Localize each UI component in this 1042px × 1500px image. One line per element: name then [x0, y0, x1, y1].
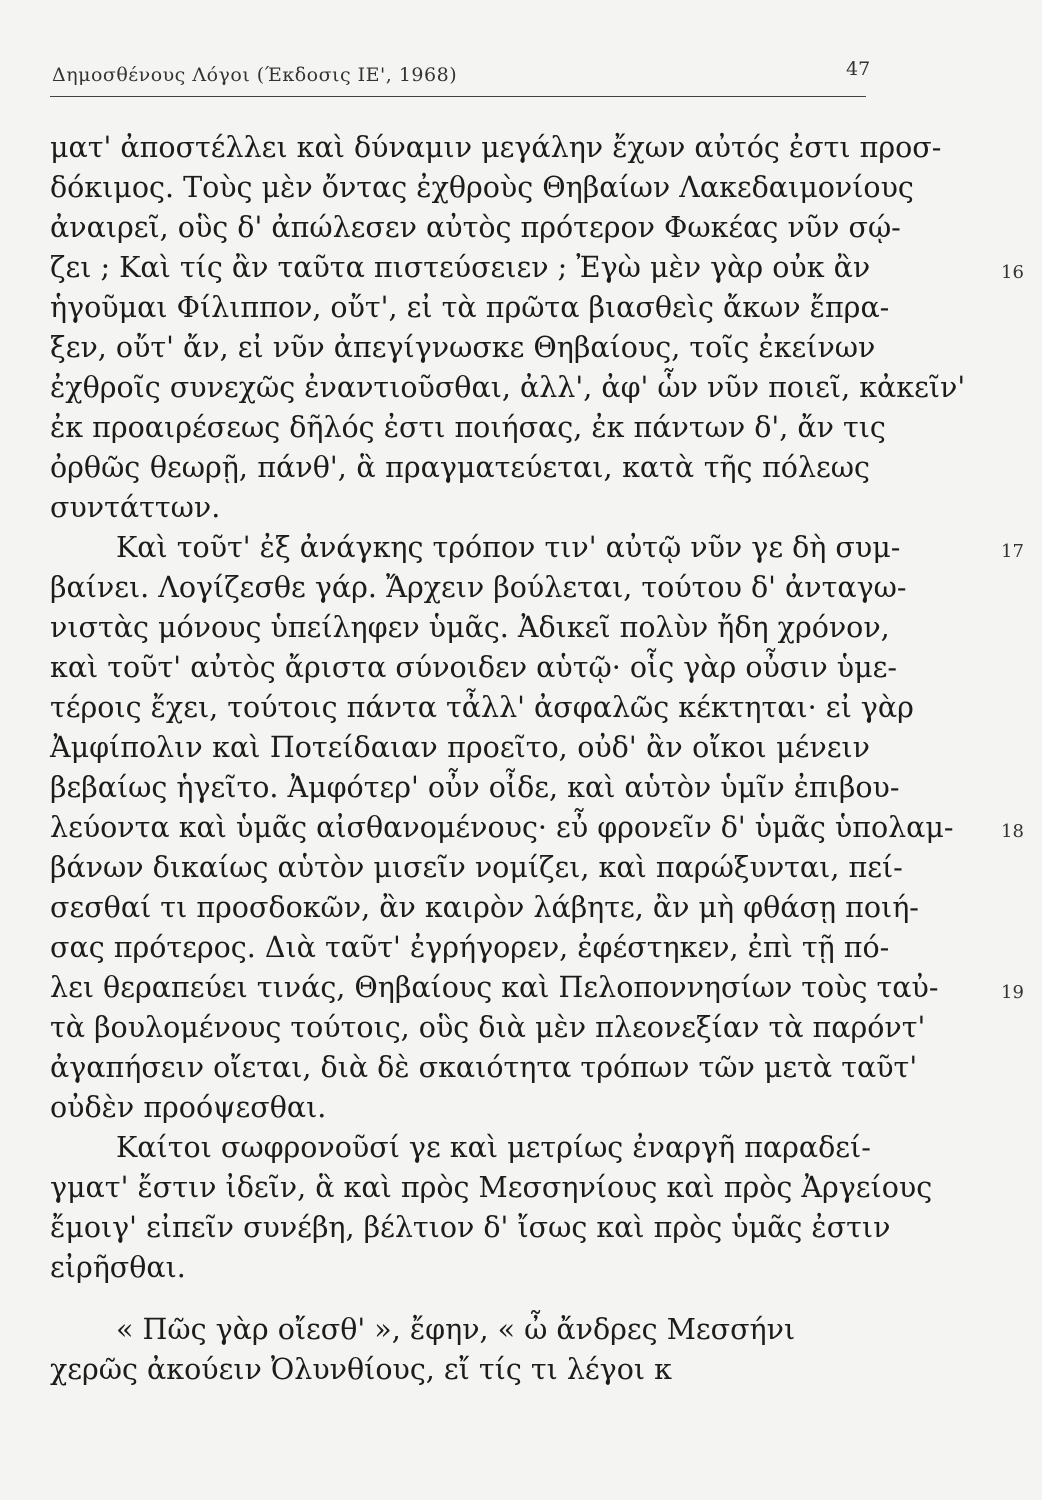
- section-number: 19: [1001, 982, 1024, 1003]
- text-line: οὐδὲν προόψεσθαι.: [50, 1091, 327, 1124]
- text-line: ἔμοιγ' εἰπεῖν συνέβη, βέλτιον δ' ἴσως καὶ πρὸς ὑμᾶς ἐστιν: [50, 1211, 891, 1244]
- text-line: ἀναιρεῖ, οὓς δ' ἀπώλεσεν αὐτὸς πρότερον Φωκέας νῦν σῴ-: [50, 211, 901, 244]
- text-line: « Πῶς γὰρ οἴεσθ' », ἔφην, « ὦ ἄνδρες Μεσσήνι: [116, 1313, 796, 1346]
- text-line: τέροις ἔχει, τούτοις πάντα τἆλλ' ἀσφαλῶς κέκτηται· εἰ γὰρ: [50, 691, 914, 724]
- section-number: 17: [1001, 541, 1024, 562]
- page-number: 47: [846, 58, 871, 80]
- text-line: βεβαίως ἡγεῖτο. Ἀμφότερ' οὖν οἶδε, καὶ αὑτὸν ὑμῖν ἐπιβου-: [50, 771, 900, 804]
- text-line: Ἀμφίπολιν καὶ Ποτείδαιαν προεῖτο, οὐδ' ἂν οἴκοι μένειν: [50, 731, 870, 764]
- running-header: Δημοσθένους Λόγοι (Έκδοσις ΙΕ', 1968): [52, 64, 458, 86]
- text-line: λεύοντα καὶ ὑμᾶς αἰσθανομένους· εὖ φρονεῖν δ' ὑμᾶς ὑπολαμ-: [50, 811, 954, 844]
- text-line: σας πρότερος. Διὰ ταῦτ' ἐγρήγορεν, ἐφέστηκεν, ἐπὶ τῇ πό-: [50, 931, 890, 964]
- text-line: γματ' ἔστιν ἰδεῖν, ἃ καὶ πρὸς Μεσσηνίους καὶ πρὸς Ἀργείους: [50, 1171, 933, 1204]
- text-line: ἐχθροῖς συνεχῶς ἐναντιοῦσθαι, ἀλλ', ἀφ' ὧν νῦν ποιεῖ, κἀκεῖν': [50, 371, 966, 404]
- text-line: σεσθαί τι προσδοκῶν, ἂν καιρὸν λάβητε, ἂν μὴ φθάσῃ ποιή-: [50, 891, 919, 924]
- text-line: ματ' ἀποστέλλει καὶ δύναμιν μεγάλην ἔχων αὐτός ἐστι προσ-: [50, 131, 942, 164]
- text-line: καὶ τοῦτ' αὐτὸς ἄριστα σύνοιδεν αὑτῷ· οἷς γὰρ οὖσιν ὑμε-: [50, 651, 898, 684]
- text-line: λει θεραπεύει τινάς, Θηβαίους καὶ Πελοποννησίων τοὺς ταὐ-: [50, 971, 939, 1004]
- text-line: ξεν, οὔτ' ἄν, εἰ νῦν ἀπεγίγνωσκε Θηβαίους, τοῖς ἐκείνων: [50, 331, 876, 364]
- text-line: δόκιμος. Τοὺς μὲν ὄντας ἐχθροὺς Θηβαίων Λακεδαιμονίους: [50, 171, 914, 204]
- text-line: Καίτοι σωφρονοῦσί γε καὶ μετρίως ἐναργῆ παραδεί-: [116, 1131, 871, 1164]
- text-line: νιστὰς μόνους ὑπείληφεν ὑμᾶς. Ἀδικεῖ πολὺν ἤδη χρόνον,: [50, 611, 890, 644]
- text-line: ἀγαπήσειν οἴεται, διὰ δὲ σκαιότητα τρόπων τῶν μετὰ ταῦτ': [50, 1051, 918, 1084]
- section-number: 18: [1001, 821, 1024, 842]
- text-line: Καὶ τοῦτ' ἐξ ἀνάγκης τρόπον τιν' αὐτῷ νῦν γε δὴ συμ-: [116, 531, 901, 564]
- text-line: βάνων δικαίως αὑτὸν μισεῖν νομίζει, καὶ παρώξυνται, πεί-: [50, 851, 903, 884]
- text-line: ζει ; Καὶ τίς ἂν ταῦτα πιστεύσειεν ; Ἐγὼ μὲν γὰρ οὐκ ἂν: [50, 251, 871, 284]
- text-line: ἐκ προαιρέσεως δῆλός ἐστι ποιήσας, ἐκ πάντων δ', ἄν τις: [50, 411, 886, 444]
- text-line: εἰρῆσθαι.: [50, 1251, 186, 1284]
- text-line: βαίνει. Λογίζεσθε γάρ. Ἄρχειν βούλεται, τούτου δ' ἀνταγω-: [50, 571, 907, 604]
- text-line: ὀρθῶς θεωρῇ, πάνθ', ἃ πραγματεύεται, κατὰ τῆς πόλεως: [50, 451, 870, 484]
- text-line: χερῶς ἀκούειν Ὀλυνθίους, εἴ τίς τι λέγοι κ: [50, 1353, 672, 1386]
- section-number: 16: [1001, 262, 1024, 283]
- text-line: συντάττων.: [50, 491, 221, 524]
- text-line: ἡγοῦμαι Φίλιππον, οὔτ', εἰ τὰ πρῶτα βιασθεὶς ἄκων ἔπρα-: [50, 291, 890, 324]
- text-line: τὰ βουλομένους τούτοις, οὓς διὰ μὲν πλεονεξίαν τὰ παρόντ': [50, 1011, 926, 1044]
- header-rule: [50, 96, 866, 97]
